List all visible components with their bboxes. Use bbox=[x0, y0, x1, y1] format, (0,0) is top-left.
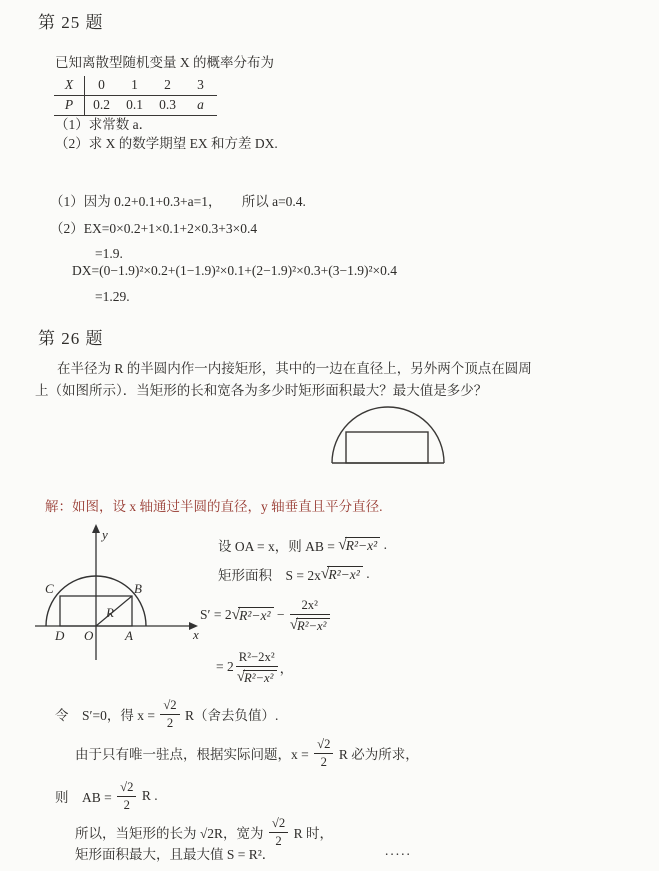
fraction bbox=[314, 737, 333, 769]
sqrt-expression bbox=[321, 566, 363, 582]
semicircle-figure bbox=[328, 406, 450, 466]
solution-26-conclusion2: 矩形面积最大，且最大值 S = R²． bbox=[75, 847, 276, 862]
table-cell: 1 bbox=[118, 76, 151, 96]
equation-text: ， bbox=[279, 661, 294, 677]
label-c: C bbox=[45, 581, 54, 596]
fraction-numerator: √2 bbox=[269, 816, 288, 833]
equation-text: R 必为所求， bbox=[335, 747, 419, 763]
solution-26-stationary bbox=[55, 698, 278, 730]
coordinate-figure bbox=[33, 523, 207, 665]
label-d: D bbox=[55, 628, 65, 643]
fraction-denominator bbox=[290, 615, 330, 633]
radical-sign: √ bbox=[289, 616, 298, 633]
problem-25-q2: （2）求 X 的数学期望 EX 和方差 DX. bbox=[55, 136, 278, 151]
solution-25-line4: DX=(0−1.9)²×0.2+(1−1.9)²×0.1+(2−1.9)²×0.3+(3−1.9)²×0.4 bbox=[72, 263, 398, 278]
solution-25-line2: （2）EX=0×0.2+1×0.1+2×0.3+3×0.4 bbox=[50, 221, 258, 236]
radicand: R²−x² bbox=[238, 607, 273, 623]
equation-text: 所以，当矩形的长为 √2R，宽为 bbox=[75, 826, 267, 842]
problem-25-title: 第 25 题 bbox=[38, 13, 104, 32]
fraction-denominator bbox=[236, 667, 278, 685]
problem-26-line2: 上（如图所示）．当矩形的长和宽各为多少时矩形面积最大？最大值是多少？ bbox=[35, 383, 488, 398]
sqrt-expression bbox=[237, 670, 277, 685]
radicand: R²−x² bbox=[345, 537, 380, 553]
solution-25-line5: =1.29. bbox=[95, 289, 130, 304]
label-b: B bbox=[134, 581, 142, 596]
equation-text: 设 OA = x，则 AB = bbox=[218, 539, 339, 554]
table-cell: 2 bbox=[151, 76, 184, 96]
equation-text: 由于只有唯一驻点，根据实际问题，x = bbox=[75, 747, 313, 763]
solution-25-line3: =1.9. bbox=[95, 246, 123, 261]
fraction-numerator: 2x² bbox=[290, 598, 330, 615]
sqrt-expression bbox=[338, 537, 380, 553]
problem-25-intro: 已知离散型随机变量 X 的概率分布为 bbox=[55, 55, 274, 70]
semicircle-arc bbox=[332, 407, 444, 463]
table-cell: 0 bbox=[85, 76, 119, 96]
fraction-denominator: 2 bbox=[166, 715, 174, 730]
table-row-x bbox=[54, 76, 217, 96]
table-cell: 3 bbox=[184, 76, 217, 96]
equation-text: R 时， bbox=[290, 826, 333, 842]
table-cell: 0.1 bbox=[118, 96, 151, 116]
equation-text: = 2 bbox=[216, 659, 234, 675]
sqrt-expression bbox=[290, 618, 330, 633]
equation-oa-ab bbox=[218, 535, 387, 555]
solution-26-conclusion1 bbox=[75, 816, 333, 848]
table-cell: 0.3 bbox=[151, 96, 184, 116]
table-cell: 0.2 bbox=[85, 96, 119, 116]
equation-derivative-simplified bbox=[216, 650, 293, 685]
equation-derivative bbox=[200, 598, 332, 633]
problem-25-q1: （1）求常数 a． bbox=[55, 117, 153, 132]
fraction bbox=[236, 650, 278, 685]
fraction bbox=[117, 780, 136, 812]
radicand: R²−x² bbox=[296, 618, 330, 633]
trailing-dots: ..... bbox=[385, 843, 412, 858]
y-axis-arrow bbox=[92, 524, 100, 533]
equation-text: 则 AB = bbox=[55, 790, 116, 806]
equation-text: . bbox=[380, 537, 387, 552]
radius-line bbox=[96, 596, 132, 626]
fraction-denominator: 2 bbox=[320, 754, 327, 769]
inscribed-rectangle bbox=[346, 432, 428, 463]
fraction bbox=[290, 598, 330, 633]
solution-26-ab-value bbox=[55, 780, 158, 812]
solution-25-line1: （1）因为 0.2+0.1+0.3+a=1， 所以 a=0.4. bbox=[50, 194, 306, 209]
radicand: R²−x² bbox=[243, 670, 277, 685]
label-o: O bbox=[84, 628, 94, 643]
label-y: y bbox=[102, 527, 108, 542]
problem-26-title: 第 26 题 bbox=[38, 329, 104, 348]
fraction-denominator: 2 bbox=[123, 797, 130, 812]
fraction-numerator: R²−2x² bbox=[236, 650, 278, 667]
equation-text: S′ = 2 bbox=[200, 607, 232, 623]
sqrt-expression bbox=[232, 607, 274, 623]
radical-sign: √ bbox=[231, 606, 241, 624]
fraction bbox=[269, 816, 288, 848]
solution-26-unique-point bbox=[75, 737, 419, 769]
table-cell: P bbox=[54, 96, 85, 116]
table-cell: a bbox=[184, 96, 217, 116]
radical-sign: √ bbox=[236, 668, 245, 685]
table-cell: X bbox=[54, 76, 85, 96]
radicand: R²−x² bbox=[327, 566, 362, 582]
equation-text: 令 S′=0，得 x = bbox=[55, 708, 159, 724]
fraction-numerator: √2 bbox=[160, 698, 179, 715]
equation-text: . bbox=[362, 566, 370, 581]
fraction-numerator: √2 bbox=[117, 780, 136, 797]
table-row-p bbox=[54, 96, 217, 116]
fraction bbox=[160, 698, 179, 730]
label-x: x bbox=[193, 627, 199, 642]
equation-area bbox=[218, 564, 370, 584]
probability-distribution-table bbox=[54, 76, 217, 116]
label-r: R bbox=[106, 605, 114, 620]
label-a: A bbox=[125, 628, 133, 643]
equation-text: R（舍去负值）. bbox=[181, 708, 279, 724]
radical-sign: √ bbox=[320, 564, 330, 582]
equation-text: 矩形面积 S = 2x bbox=[218, 568, 321, 583]
fraction-denominator: 2 bbox=[275, 833, 282, 848]
equation-text: − bbox=[273, 607, 288, 623]
solution-26-intro: 解：如图，设 x 轴通过半圆的直径，y 轴垂直且平分直径. bbox=[45, 499, 383, 514]
equation-text: R . bbox=[138, 788, 158, 804]
radical-sign: √ bbox=[338, 535, 347, 553]
fraction-numerator: √2 bbox=[314, 737, 333, 754]
problem-26-line1: 在半径为 R 的半圆内作一内接矩形，其中的一边在直径上，另外两个顶点在圆周 bbox=[57, 361, 532, 376]
